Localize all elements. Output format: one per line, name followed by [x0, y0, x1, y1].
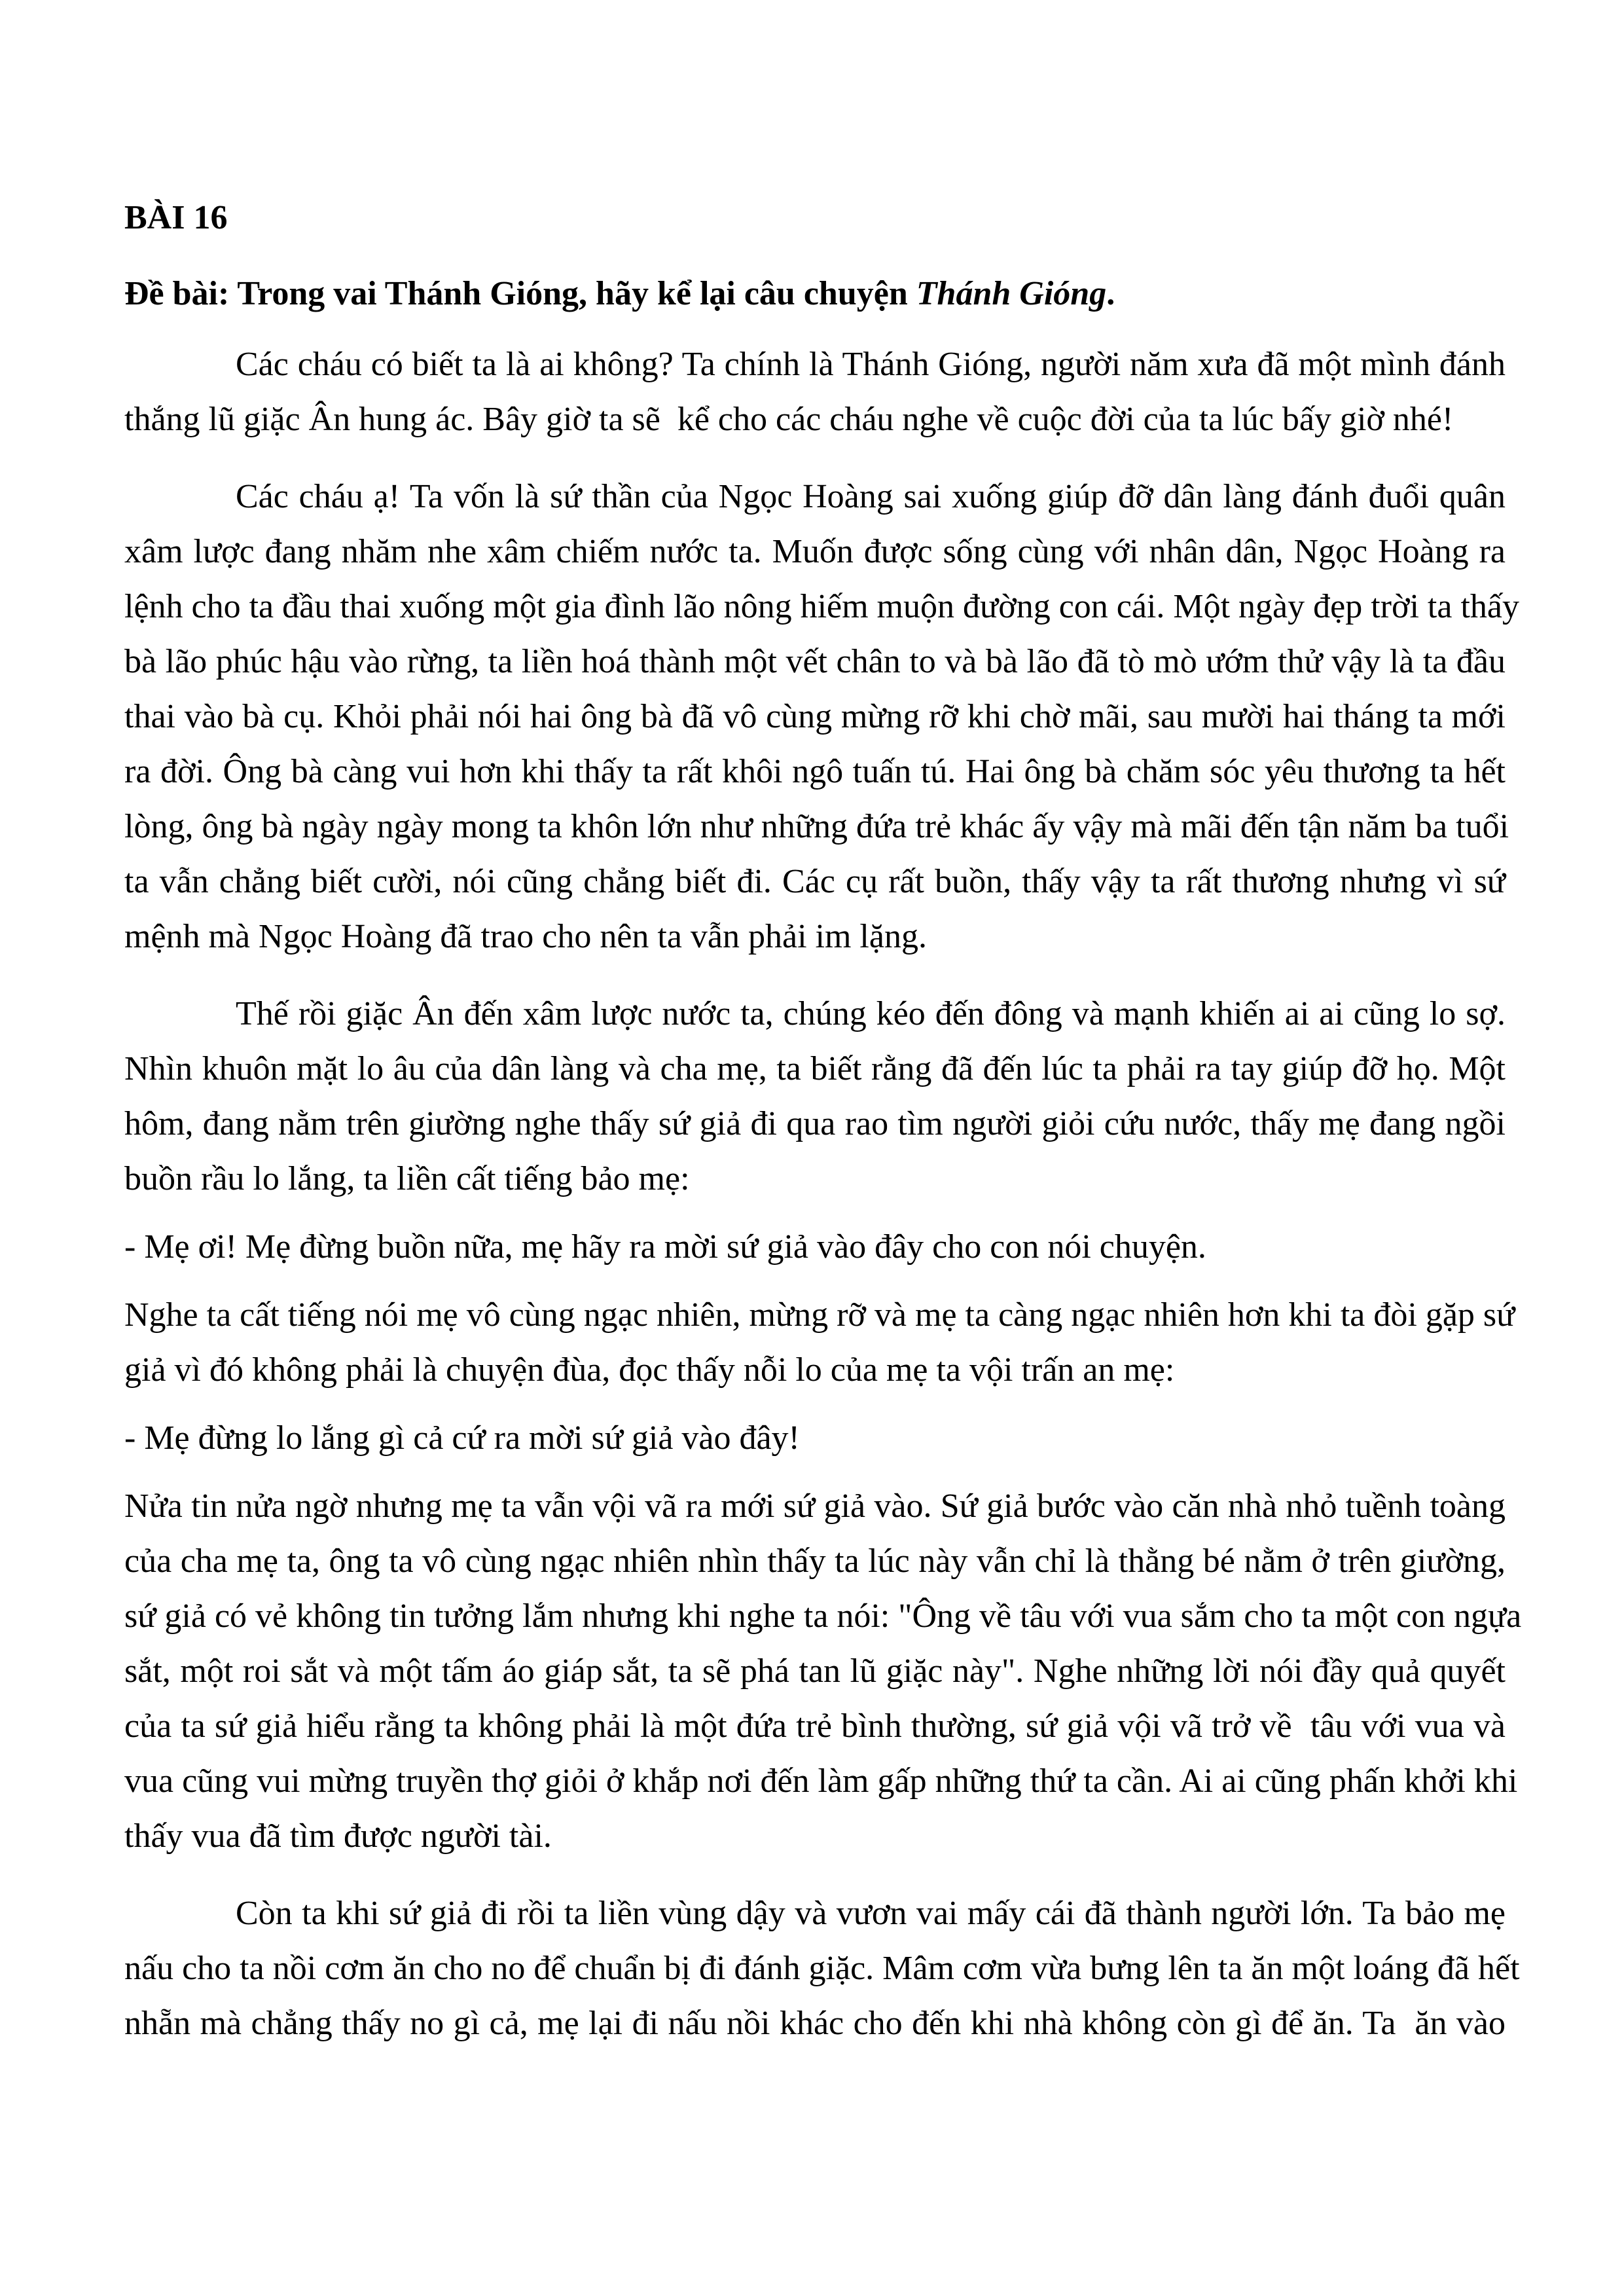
- document-page: [124, 0, 1522, 2051]
- text-line: ra đời. Ông bà càng vui hơn khi thấy ta rất khôi ngô tuấn tú. Hai ông bà chăm sóc yêu thương ta hết: [124, 753, 1506, 790]
- text-line: của cha mẹ ta, ông ta vô cùng ngạc nhiên nhìn thấy ta lúc này vẫn chỉ là thằng bé nằm ở trên giường,: [124, 1542, 1506, 1580]
- text-line: giả vì đó không phải là chuyện đùa, đọc thấy nỗi lo của mẹ ta vội trấn an mẹ:: [124, 1351, 1175, 1389]
- text-line: thấy vua đã tìm được người tài.: [124, 1817, 552, 1855]
- text-line: Nửa tin nửa ngờ nhưng mẹ ta vẫn vội vã ra mới sứ giả vào. Sứ giả bước vào căn nhà nhỏ tuềnh toàng: [124, 1487, 1506, 1525]
- assignment-title: [124, 266, 1506, 321]
- text-line: vua cũng vui mừng truyền thợ giỏi ở khắp nơi đến làm gấp những thứ ta cần. Ai ai cũng phấn khởi khi: [124, 1762, 1518, 1800]
- text-line: bà lão phúc hậu vào rừng, ta liền hoá thành một vết chân to và bà lão đã tò mò ướm thử vậy là ta đầu: [124, 643, 1506, 680]
- lesson-heading: BÀI 16: [124, 199, 228, 236]
- paragraph: [124, 1220, 1506, 1275]
- paragraph: [124, 469, 1519, 964]
- text-line: Các cháu có biết ta là ai không? Ta chính là Thánh Gióng, người năm xưa đã một mình đánh: [236, 346, 1506, 383]
- paragraph: [124, 337, 1506, 447]
- text-line: sứ giả có vẻ không tin tưởng lắm nhưng khi nghe ta nói: "Ông về tâu với vua sắm cho ta một con ngựa: [124, 1597, 1522, 1635]
- text-line: - Mẹ ơi! Mẹ đừng buồn nữa, mẹ hãy ra mời sứ giả vào đây cho con nói chuyện.: [124, 1228, 1206, 1266]
- text-line: - Mẹ đừng lo lắng gì cả cứ ra mời sứ giả vào đây!: [124, 1419, 800, 1457]
- text-line: Còn ta khi sứ giả đi rồi ta liền vùng dậy và vươn vai mấy cái đã thành người lớn. Ta bảo mẹ: [236, 1895, 1506, 1932]
- text-line: mệnh mà Ngọc Hoàng đã trao cho nên ta vẫn phải im lặng.: [124, 918, 927, 955]
- text-line: ta vẫn chẳng biết cười, nói cũng chẳng biết đi. Các cụ rất buồn, thấy vậy ta rất thương nhưng vì sứ: [124, 863, 1506, 900]
- text-line: xâm lược đang nhăm nhe xâm chiếm nước ta. Muốn được sống cùng với nhân dân, Ngọc Hoàng ra: [124, 533, 1506, 570]
- text-line: thai vào bà cụ. Khỏi phải nói hai ông bà đã vô cùng mừng rỡ khi chờ mãi, sau mười hai tháng ta mới: [124, 698, 1506, 735]
- text-line: thắng lũ giặc Ân hung ác. Bây giờ ta sẽ kể cho các cháu nghe về cuộc đời của ta lúc bấy giờ nhé!: [124, 401, 1454, 438]
- text-line: của ta sứ giả hiểu rằng ta không phải là một đứa trẻ bình thường, sứ giả vội vã trở về tâu với vua và: [124, 1707, 1506, 1745]
- text-line: sắt, một roi sắt và một tấm áo giáp sắt, ta sẽ phá tan lũ giặc này". Nghe những lời nói đầy quả quyết: [124, 1652, 1506, 1690]
- text-line: lệnh cho ta đầu thai xuống một gia đình lão nông hiếm muộn đường con cái. Một ngày đẹp trời ta thấy: [124, 588, 1519, 625]
- text-line: Nhìn khuôn mặt lo âu của dân làng và cha mẹ, ta biết rằng đã đến lúc ta phải ra tay giúp đỡ họ. Một: [124, 1050, 1506, 1087]
- text-line: Nghe ta cất tiếng nói mẹ vô cùng ngạc nhiên, mừng rỡ và mẹ ta càng ngạc nhiên hơn khi ta đòi gặp sứ: [124, 1296, 1515, 1334]
- paragraph: [124, 1288, 1515, 1398]
- text-line: Các cháu ạ! Ta vốn là sứ thần của Ngọc Hoàng sai xuống giúp đỡ dân làng đánh đuổi quân: [236, 478, 1506, 515]
- paragraph: [124, 987, 1506, 1207]
- text-line: lòng, ông bà ngày ngày mong ta khôn lớn như những đứa trẻ khác ấy vậy mà mãi đến tận năm ba tuổi: [124, 808, 1509, 845]
- story-name: Thánh Gióng: [916, 275, 1107, 312]
- text-line: nấu cho ta nồi cơm ăn cho no để chuẩn bị đi đánh giặc. Mâm cơm vừa bưng lên ta ăn một loáng đã hết: [124, 1950, 1520, 1987]
- paragraph: [124, 1479, 1522, 1864]
- text-line: Thế rồi giặc Ân đến xâm lược nước ta, chúng kéo đến đông và mạnh khiến ai ai cũng lo sợ.: [236, 995, 1506, 1032]
- assignment-title-period: .: [1106, 275, 1115, 312]
- assignment-title-text: Đề bài: Trong vai Thánh Gióng, hãy kể lại câu chuyện: [124, 275, 916, 312]
- essay-body: [124, 337, 1522, 2051]
- text-line: hôm, đang nằm trên giường nghe thấy sứ giả đi qua rao tìm người giỏi cứu nước, thấy mẹ đang ngồi: [124, 1105, 1506, 1142]
- text-line: buồn rầu lo lắng, ta liền cất tiếng bảo mẹ:: [124, 1160, 690, 1197]
- paragraph: [124, 1886, 1520, 2051]
- text-line: nhẵn mà chẳng thấy no gì cả, mẹ lại đi nấu nồi khác cho đến khi nhà không còn gì để ăn. Ta ăn vào: [124, 2005, 1506, 2042]
- paragraph: [124, 1411, 1506, 1466]
